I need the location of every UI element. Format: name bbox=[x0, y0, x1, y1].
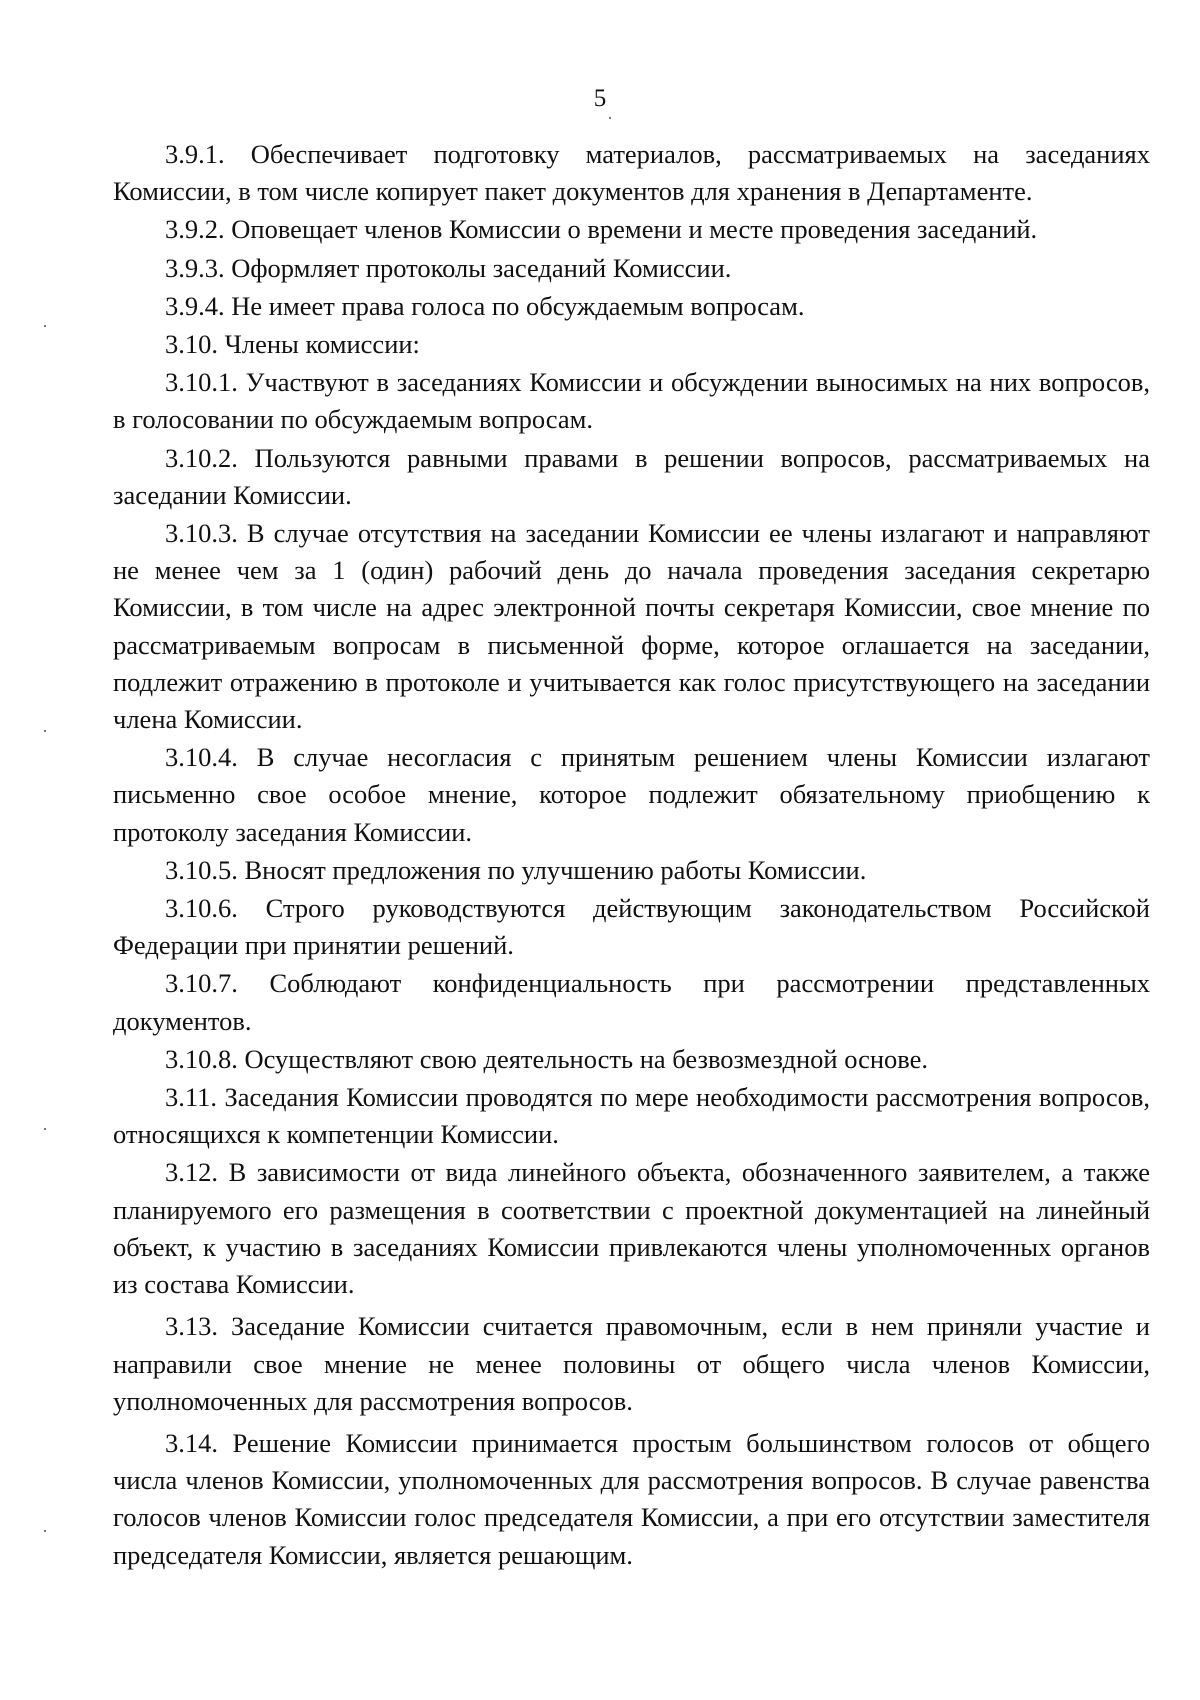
scan-speck bbox=[44, 730, 46, 732]
document-body bbox=[113, 136, 1150, 1574]
paragraph-3-10-4: 3.10.4. В случае несогласия с принятым решением члены Комиссии излагают письменно свое особое мнение, которое подлежит обязательному приобщению к протоколу заседания Комиссии. bbox=[113, 742, 1150, 847]
paragraph-3-10-5: 3.10.5. Вносят предложения по улучшению работы Комиссии. bbox=[165, 854, 867, 885]
paragraph-3-9-3: 3.9.3. Оформляет протоколы заседаний Комиссии. bbox=[165, 252, 732, 283]
paragraph-3-9-1: 3.9.1. Обеспечивает подготовку материалов, рассматриваемых на заседаниях Комиссии, в том числе копирует пакет документов для хранения в Департаменте. bbox=[113, 139, 1150, 207]
paragraph-3-12: 3.12. В зависимости от вида линейного объекта, обозначенного заявителем, а также планируемого его размещения в соответствии с проектной документацией на линейный объект, к участию в заседаниях Комиссии привлекаются члены уполномоченных органов из состава Комиссии. bbox=[113, 1157, 1150, 1300]
paragraph-3-10-7: 3.10.7. Соблюдают конфиденциальность при рассмотрении представленных документов. bbox=[113, 968, 1150, 1036]
paragraph-3-13: 3.13. Заседание Комиссии считается правомочным, если в нем приняли участие и направили свое мнение не менее половины от общего числа членов Комиссии, уполномоченных для рассмотрения вопросов. bbox=[113, 1311, 1150, 1416]
paragraph-3-10-3: 3.10.3. В случае отсутствия на заседании Комиссии ее члены излагают и направляют не менее чем за 1 (один) рабочий день до начала проведения заседания секретарю Комиссии, в том числе на адрес электронной почты секретаря Комиссии, свое мнение по рассматриваемым вопросам в письменной форме, которое оглашается на заседании, подлежит отражению в протоколе и учитывается как голос присутствующего на заседании члена Комиссии. bbox=[113, 518, 1150, 735]
paragraph-3-10-8: 3.10.8. Осуществляют свою деятельность на безвозмездной основе. bbox=[165, 1043, 929, 1074]
scan-speck bbox=[44, 1128, 46, 1130]
page-number: 5 bbox=[593, 85, 607, 112]
paragraph-3-10-1: 3.10.1. Участвуют в заседаниях Комиссии и обсуждении выносимых на них вопросов, в голосовании по обсуждаемым вопросам. bbox=[113, 367, 1150, 435]
scan-speck bbox=[44, 325, 46, 327]
paragraph-3-10: 3.10. Члены комиссии: bbox=[165, 329, 420, 360]
scan-speck bbox=[44, 1530, 46, 1532]
paragraph-3-11: 3.11. Заседания Комиссии проводятся по мере необходимости рассмотрения вопросов, относящихся к компетенции Комиссии. bbox=[113, 1082, 1150, 1150]
scan-speck bbox=[609, 117, 611, 119]
paragraph-3-9-2: 3.9.2. Оповещает членов Комиссии о времени и месте проведения заседаний. bbox=[165, 214, 1038, 245]
paragraph-3-9-4: 3.9.4. Не имеет права голоса по обсуждаемым вопросам. bbox=[165, 290, 805, 321]
paragraph-3-14: 3.14. Решение Комиссии принимается простым большинством голосов от общего числа членов Комиссии, уполномоченных для рассмотрения вопросов. В случае равенства голосов членов Комиссии голос председателя Комиссии, а при его отсутствии заместителя председателя Комиссии, является решающим. bbox=[113, 1427, 1150, 1570]
paragraph-3-10-6: 3.10.6. Строго руководствуются действующим законодательством Российской Федерации при принятии решений. bbox=[113, 893, 1150, 961]
paragraph-3-10-2: 3.10.2. Пользуются равными правами в решении вопросов, рассматриваемых на заседании Комиссии. bbox=[113, 442, 1150, 510]
